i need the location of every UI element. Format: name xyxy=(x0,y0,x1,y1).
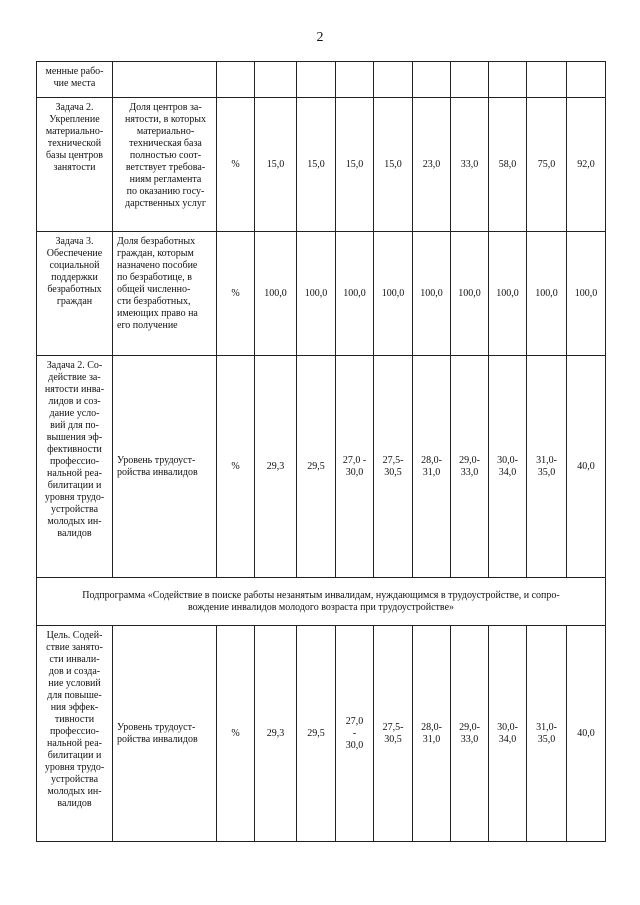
task-cell: Цель. Содей- ствие занято- сти инвали- дов и созда- ние условий для повыше- ния эффек- тивности профессио- нальной реа- билитации и уровня трудо- устройства молодых ин- валидов xyxy=(37,626,113,842)
value-cell xyxy=(567,62,606,98)
indicator-cell: Доля безработных граждан, которым назначено пособие по безработице, в общей численно- сти безработных, имеющих право на его получение xyxy=(113,232,217,356)
task-cell: Задача 2. Укрепление материально- технической базы центров занятости xyxy=(37,98,113,232)
indicator-cell: Уровень трудоуст- ройства инвалидов xyxy=(113,626,217,842)
indicator-cell: Доля центров за- нятости, в которых материально- техническая база полностью соот- ветствует требова- ниям регламента по оказанию госу- дарственных услуг xyxy=(113,98,217,232)
value-cell: 29,0- 33,0 xyxy=(451,626,489,842)
unit-cell: % xyxy=(217,232,255,356)
value-cell: 30,0- 34,0 xyxy=(489,356,527,578)
table-row xyxy=(37,98,606,232)
unit-cell: % xyxy=(217,626,255,842)
value-cell: 27,5- 30,5 xyxy=(374,626,413,842)
value-cell xyxy=(374,62,413,98)
task-cell: Задача 3. Обеспечение социальной поддержки безработных граждан xyxy=(37,232,113,356)
task-cell: Задача 2. Со- действие за- нятости инва- лидов и соз- дание усло- вий для по- вышения эф- фективности профессио- нальной реа- билитации и уровня трудо- устройства молодых ин- валидов xyxy=(37,356,113,578)
value-cell: 29,3 xyxy=(255,626,297,842)
value-cell: 92,0 xyxy=(567,98,606,232)
table-row xyxy=(37,356,606,578)
indicator-cell xyxy=(113,62,217,98)
value-cell xyxy=(527,62,567,98)
table-row xyxy=(37,232,606,356)
value-cell: 100,0 xyxy=(451,232,489,356)
unit-cell: % xyxy=(217,356,255,578)
value-cell xyxy=(255,62,297,98)
task-cell: менные рабо- чие места xyxy=(37,62,113,98)
value-cell: 100,0 xyxy=(297,232,336,356)
value-cell: 15,0 xyxy=(297,98,336,232)
value-cell: 58,0 xyxy=(489,98,527,232)
value-cell: 100,0 xyxy=(255,232,297,356)
value-cell: 15,0 xyxy=(255,98,297,232)
value-cell xyxy=(336,62,374,98)
value-cell: 40,0 xyxy=(567,356,606,578)
indicator-cell: Уровень трудоуст- ройства инвалидов xyxy=(113,356,217,578)
value-cell: 23,0 xyxy=(413,98,451,232)
value-cell xyxy=(489,62,527,98)
subprogram-row xyxy=(37,578,606,626)
table-row xyxy=(37,62,606,98)
value-cell: 27,0 - 30,0 xyxy=(336,356,374,578)
value-cell: 100,0 xyxy=(413,232,451,356)
value-cell: 31,0- 35,0 xyxy=(527,356,567,578)
value-cell: 40,0 xyxy=(567,626,606,842)
value-cell: 30,0- 34,0 xyxy=(489,626,527,842)
value-cell: 27,5- 30,5 xyxy=(374,356,413,578)
value-cell: 33,0 xyxy=(451,98,489,232)
value-cell: 100,0 xyxy=(567,232,606,356)
value-cell: 28,0- 31,0 xyxy=(413,626,451,842)
value-cell: 15,0 xyxy=(336,98,374,232)
value-cell: 75,0 xyxy=(527,98,567,232)
table-row xyxy=(37,626,606,842)
unit-cell xyxy=(217,62,255,98)
value-cell: 15,0 xyxy=(374,98,413,232)
value-cell: 29,3 xyxy=(255,356,297,578)
value-cell xyxy=(297,62,336,98)
value-cell: 31,0- 35,0 xyxy=(527,626,567,842)
indicators-table xyxy=(36,61,606,842)
value-cell: 27,0 - 30,0 xyxy=(336,626,374,842)
value-cell: 100,0 xyxy=(489,232,527,356)
value-cell: 28,0- 31,0 xyxy=(413,356,451,578)
value-cell: 100,0 xyxy=(374,232,413,356)
subprogram-title: Подпрограмма «Содействие в поиске работы незанятым инвалидам, нуждающимся в трудоустройстве, и сопро- вождение инвалидов молодого возраста при трудоустройстве» xyxy=(37,578,606,626)
value-cell xyxy=(413,62,451,98)
unit-cell: % xyxy=(217,98,255,232)
value-cell: 29,5 xyxy=(297,356,336,578)
value-cell xyxy=(451,62,489,98)
page-number: 2 xyxy=(316,30,324,45)
value-cell: 29,0- 33,0 xyxy=(451,356,489,578)
value-cell: 100,0 xyxy=(527,232,567,356)
value-cell: 29,5 xyxy=(297,626,336,842)
value-cell: 100,0 xyxy=(336,232,374,356)
